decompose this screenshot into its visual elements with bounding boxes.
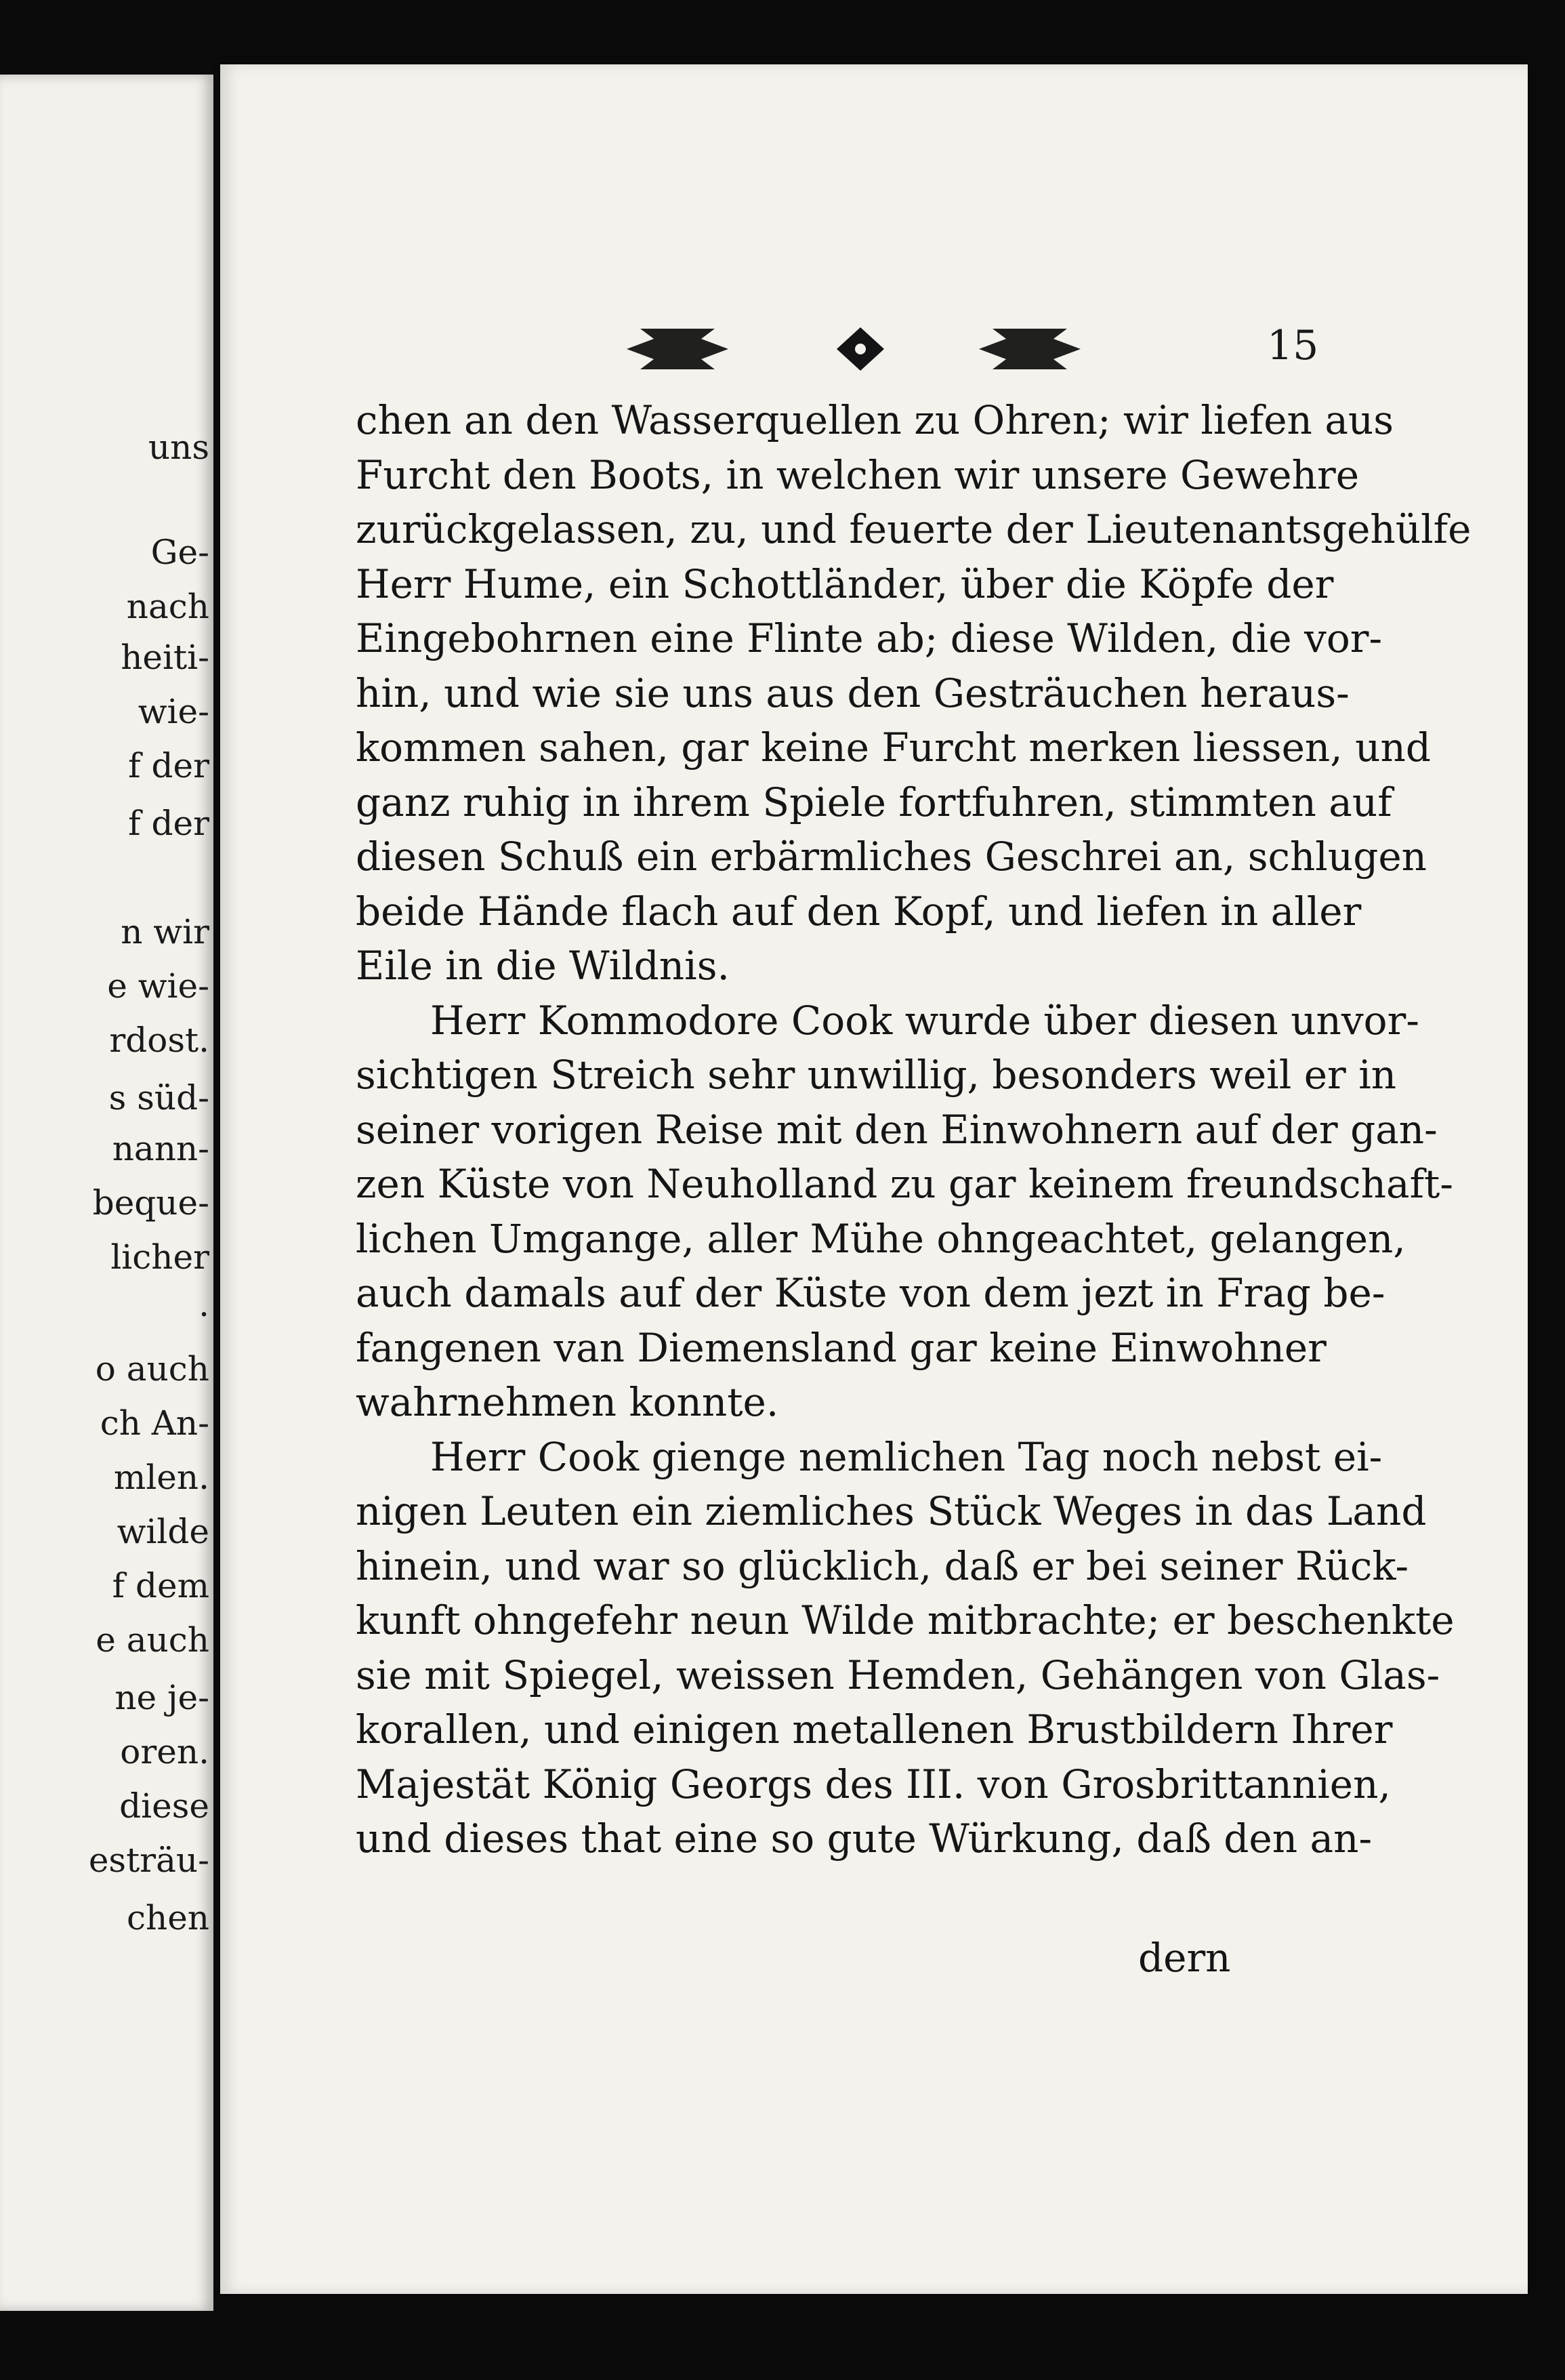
left-page-fragment: rdost. xyxy=(109,1021,209,1060)
paragraph xyxy=(356,1430,1455,1866)
text-line: Herr Hume, ein Schottländer, über die Köpfe der xyxy=(356,560,1334,607)
left-page-fragment: nann- xyxy=(112,1129,209,1168)
left-page-fragment: o auch xyxy=(95,1349,209,1389)
text-line: lichen Umgange, aller Mühe ohngeachtet, gelangen, xyxy=(356,1215,1406,1262)
left-page-fragment: wie- xyxy=(138,692,209,731)
left-page-fragment: Ge- xyxy=(150,533,209,572)
text-line: zurückgelassen, zu, und feuerte der Lieutenantsgehülfe xyxy=(356,506,1472,552)
left-page-fragment: n wir xyxy=(121,912,209,951)
text-line: chen an den Wasserquellen zu Ohren; wir liefen aus xyxy=(356,397,1394,443)
text-line: kunft ohngefehr neun Wilde mitbrachte; er beschenkte xyxy=(356,1597,1455,1643)
left-page-fragment: e wie- xyxy=(107,966,209,1006)
printer-ornament xyxy=(613,322,1142,376)
left-page-fragment: ch An- xyxy=(100,1403,209,1443)
left-page-fragment: esträu- xyxy=(88,1841,209,1880)
left-page-fragment: s süd- xyxy=(108,1078,209,1117)
text-line: Herr Kommodore Cook wurde über diesen unvor- xyxy=(430,997,1419,1044)
left-page-fragment: diese xyxy=(119,1786,209,1826)
left-page-fragment: f dem xyxy=(112,1566,209,1605)
text-line: beide Hände flach auf den Kopf, und liefen in aller xyxy=(356,888,1362,935)
text-line: und dieses that eine so gute Würkung, daß den an- xyxy=(356,1815,1373,1862)
left-page-fragment: f der xyxy=(128,746,209,785)
text-line: Furcht den Boots, in welchen wir unsere Gewehre xyxy=(356,451,1360,498)
text-line: fangenen van Diemensland gar keine Einwohner xyxy=(356,1324,1327,1371)
text-line: Eile in die Wildnis. xyxy=(356,943,730,989)
text-line: wahrnehmen konnte. xyxy=(356,1379,779,1425)
right-page xyxy=(220,64,1528,2294)
page-number: 15 xyxy=(1267,322,1319,369)
left-page-fragment: chen xyxy=(127,1898,209,1937)
left-page-fragment: wilde xyxy=(117,1512,209,1551)
text-line: ganz ruhig in ihrem Spiele fortfuhren, stimmten auf xyxy=(356,779,1392,825)
body-text xyxy=(356,393,1472,1866)
left-page-fragment: oren. xyxy=(120,1732,209,1771)
paragraph xyxy=(356,993,1453,1430)
left-page xyxy=(0,75,213,2311)
text-line: sichtigen Streich sehr unwillig, besonders weil er in xyxy=(356,1052,1397,1098)
text-line: korallen, und einigen metallenen Brustbildern Ihrer xyxy=(356,1706,1393,1752)
text-line: hin, und wie sie uns aus den Gesträuchen heraus- xyxy=(356,670,1350,716)
text-line: hinein, und war so glücklich, daß er bei seiner Rück- xyxy=(356,1542,1409,1589)
left-page-fragment: licher xyxy=(110,1237,209,1277)
catchword: dern xyxy=(1138,1935,1231,1981)
text-line: Herr Cook gienge nemlichen Tag noch nebst ei- xyxy=(430,1433,1383,1480)
left-page-fragment: beque- xyxy=(92,1183,209,1223)
left-page-fragment: mlen. xyxy=(113,1458,209,1497)
text-line: seiner vorigen Reise mit den Einwohnern auf der gan- xyxy=(356,1106,1438,1153)
left-page-fragment: . xyxy=(199,1285,209,1324)
text-line: zen Küste von Neuholland zu gar keinem freundschaft- xyxy=(356,1161,1453,1207)
left-page-fragment: ne je- xyxy=(114,1678,209,1717)
text-line: kommen sahen, gar keine Furcht merken liessen, und xyxy=(356,724,1431,771)
text-line: Eingebohrnen eine Flinte ab; diese Wilden, die vor- xyxy=(356,615,1383,661)
paragraph xyxy=(356,393,1472,993)
text-line: Majestät König Georgs des III. von Grosbrittannien, xyxy=(356,1761,1391,1807)
left-page-fragment: f der xyxy=(128,804,209,843)
left-page-fragment: nach xyxy=(126,587,209,626)
running-head xyxy=(220,315,1528,390)
text-line: sie mit Spiegel, weissen Hemden, Gehängen von Glas- xyxy=(356,1651,1440,1698)
text-line: auch damals auf der Küste von dem jezt in Frag be- xyxy=(356,1270,1385,1316)
text-line: nigen Leuten ein ziemliches Stück Weges in das Land xyxy=(356,1488,1427,1534)
left-page-fragment: e auch xyxy=(96,1620,209,1660)
left-page-fragment: heiti- xyxy=(121,638,209,677)
left-page-fragment: uns xyxy=(148,428,209,467)
text-line: diesen Schuß ein erbärmliches Geschrei an, schlugen xyxy=(356,834,1427,880)
